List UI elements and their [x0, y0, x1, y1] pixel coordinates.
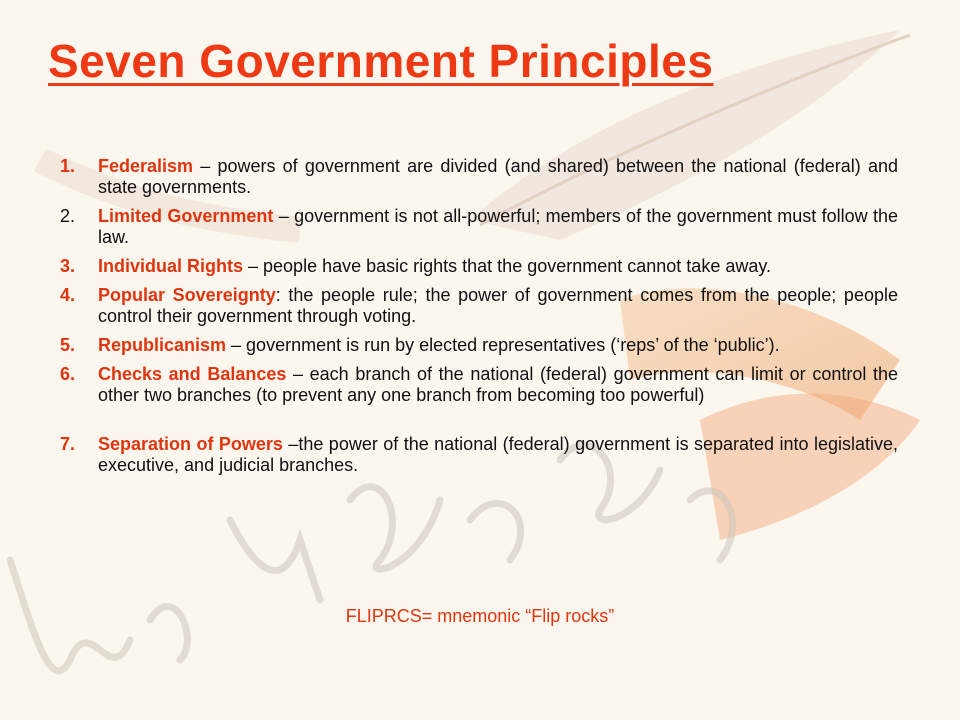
item-term: Separation of Powers: [98, 434, 283, 454]
item-description: – powers of government are divided (and shared) between the national (federal) and state governments.: [98, 156, 898, 197]
item-description: – government is not all-powerful; members of the government must follow the law.: [98, 206, 898, 247]
item-term: Republicanism: [98, 335, 227, 355]
item-text: [98, 256, 898, 277]
item-number: 1.: [60, 156, 76, 176]
list-item: [60, 206, 898, 248]
item-number: 5.: [60, 335, 76, 355]
mnemonic-text: FLIPRCS= mnemonic “Flip rocks”: [345, 606, 615, 626]
item-term: Popular Sovereignty: [98, 285, 276, 305]
item-term: Individual Rights: [98, 256, 244, 276]
item-text: [98, 156, 898, 198]
list-item: [60, 285, 898, 327]
item-description: – each branch of the national (federal) government can limit or control the other two branches (to prevent any one branch from becoming too powerful): [98, 364, 899, 405]
item-description: –the power of the national (federal) government is separated into legislative, executive, and judicial branches.: [98, 434, 898, 475]
item-term: Checks and Balances: [98, 364, 287, 384]
list-item: [60, 335, 898, 356]
list-item: [60, 256, 898, 277]
item-description: : the people rule; the power of government comes from the people; people control their government through voting.: [98, 285, 898, 326]
list-item: [60, 156, 898, 198]
slide-title: Seven Government Principles: [48, 35, 714, 87]
item-number: 7.: [60, 434, 76, 454]
item-text: [98, 364, 898, 406]
item-number: 2.: [60, 206, 76, 226]
item-text: [98, 285, 898, 327]
list-item: [60, 364, 898, 406]
item-number: 3.: [60, 256, 76, 276]
item-description: – people have basic rights that the government cannot take away.: [243, 256, 772, 276]
principles-list: [60, 156, 898, 484]
item-number: 6.: [60, 364, 76, 384]
item-term: Federalism: [98, 156, 194, 176]
item-text: [98, 434, 898, 476]
item-text: [98, 206, 898, 248]
item-term: Limited Government: [98, 206, 274, 226]
item-description: – government is run by elected representatives (‘reps’ of the ‘public’).: [226, 335, 780, 355]
item-number: 4.: [60, 285, 76, 305]
list-item: [60, 434, 898, 476]
item-text: [98, 335, 898, 356]
